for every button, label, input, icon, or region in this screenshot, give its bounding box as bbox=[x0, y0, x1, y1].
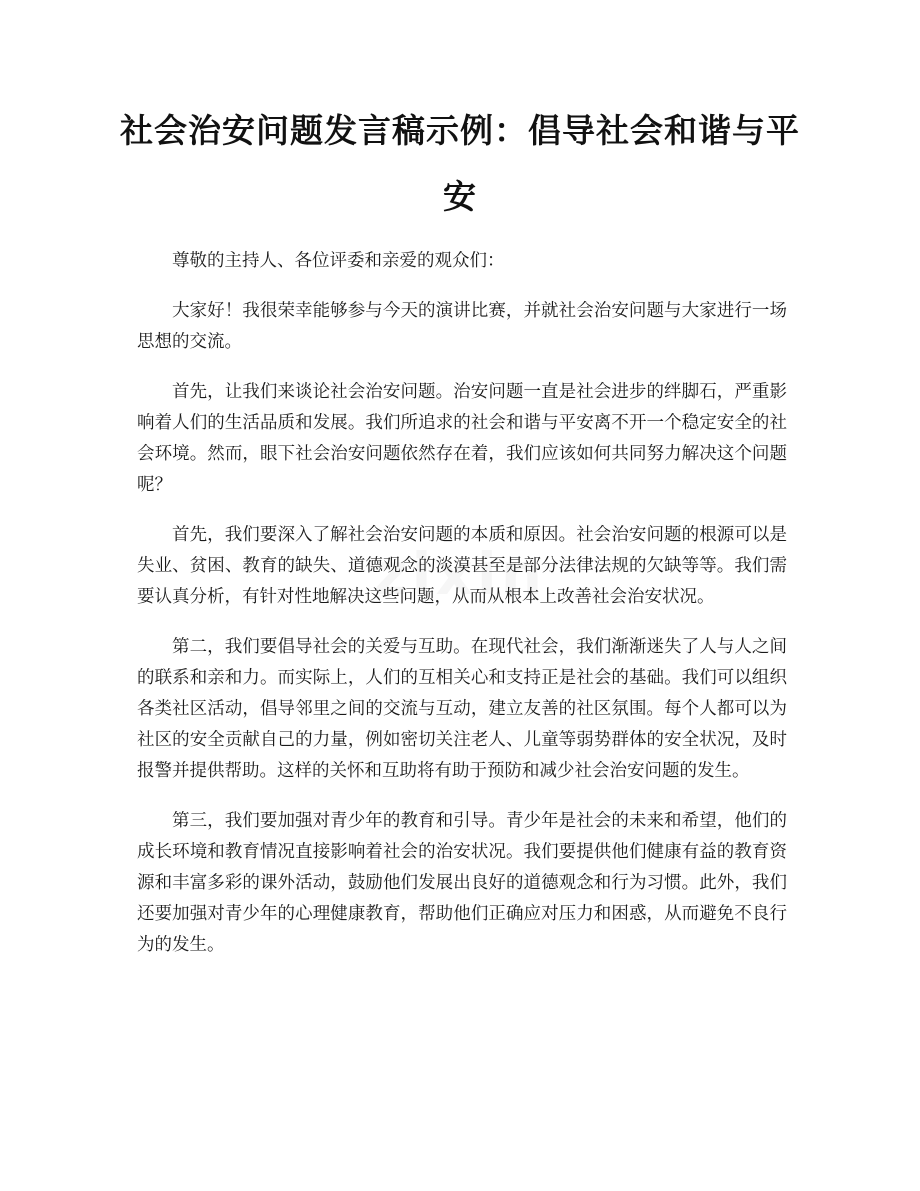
paragraph-mutual-aid: 第二，我们要倡导社会的关爱与互助。在现代社会，我们渐渐迷失了人与人之间的联系和亲和力。而实际上，人们的互相关心和支持正是社会的基础。我们可以组织各类社区活动，倡导邻里之间的交流与互动，建立友善的社区氛围。每个人都可以为社区的安全贡献自己的力量，例如密切关注老人、儿童等弱势群体的安全状况，及时报警并提供帮助。这样的关怀和互助将有助于预防和减少社会治安问题的发生。 bbox=[137, 637, 787, 781]
paragraph-youth-education: 第三，我们要加强对青少年的教育和引导。青少年是社会的未来和希望，他们的成长环境和教育情况直接影响着社会的治安状况。我们要提供他们健康有益的教育资源和丰富多彩的课外活动，鼓励他们发展出良好的道德观念和行为习惯。此外，我们还要加强对青少年的心理健康教育，帮助他们正确应对压力和困惑，从而避免不良行为的发生。 bbox=[137, 811, 787, 955]
paragraph-salutation: 尊敬的主持人、各位评委和亲爱的观众们： bbox=[172, 251, 505, 271]
paragraph-intro: 首先，让我们来谈论社会治安问题。治安问题一直是社会进步的绊脚石，严重影响着人们的生活品质和发展。我们所追求的社会和谐与平安离不开一个稳定安全的社会环境。然而，眼下社会治安问题依然存在着，我们应该如何共同努力解决这个问题呢？ bbox=[137, 382, 787, 495]
paragraph-greeting: 大家好！我很荣幸能够参与今天的演讲比赛，并就社会治安问题与大家进行一场思想的交流。 bbox=[137, 301, 787, 352]
page-title: 社会治安问题发言稿示例：倡导社会和谐与平安 bbox=[120, 111, 800, 216]
paragraph-causes: 首先，我们要深入了解社会治安问题的本质和原因。社会治安问题的根源可以是失业、贫困、教育的缺失、道德观念的淡漠甚至是部分法律法规的欠缺等等。我们需要认真分析，有针对性地解决这些问题，从而从根本上改善社会治安状况。 bbox=[137, 525, 787, 607]
document-body bbox=[137, 246, 787, 980]
